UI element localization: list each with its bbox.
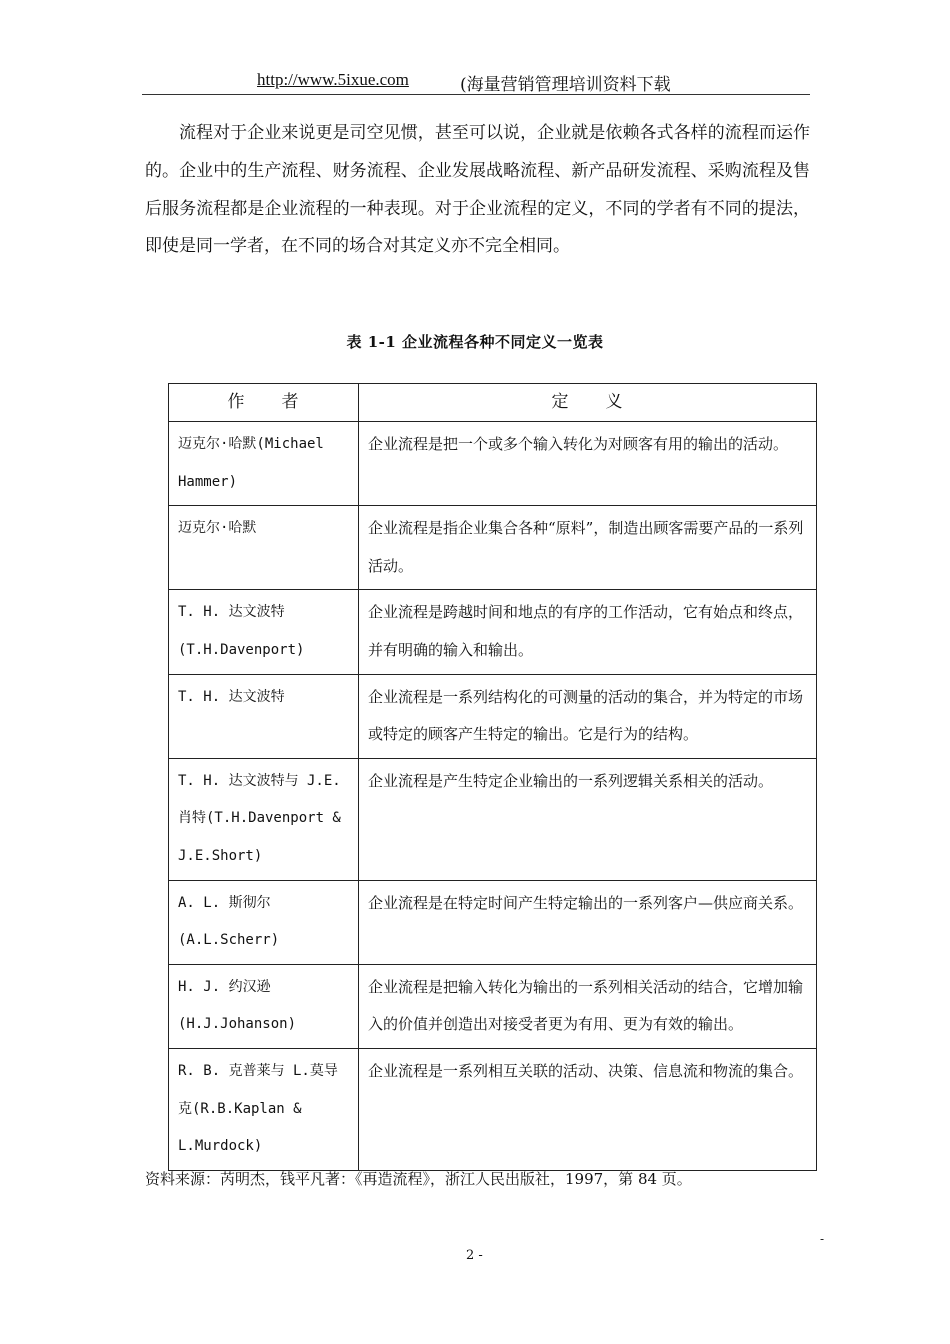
table-caption: 表 1-1 企业流程各种不同定义一览表 <box>346 333 604 351</box>
author-cell: T. H. 达文波特 (T.H.Davenport) <box>169 590 359 674</box>
definitions-table <box>168 383 817 1171</box>
table-row <box>169 674 817 758</box>
definition-cell: 企业流程是指企业集合各种“原料”，制造出顾客需要产品的一系列活动。 <box>359 506 817 590</box>
table-row <box>169 758 817 880</box>
definition-cell: 企业流程是把一个或多个输入转化为对顾客有用的输出的活动。 <box>359 422 817 506</box>
intro-paragraph: 流程对于企业来说更是司空见惯，甚至可以说，企业就是依赖各式各样的流程而运作的。企业中的生产流程、财务流程、企业发展战略流程、新产品研发流程、采购流程及售后服务流程都是企业流程的一种表现。对于企业流程的定义，不同的学者有不同的提法，即使是同一学者，在不同的场合对其定义亦不完全相同。 <box>145 123 810 257</box>
table-row <box>169 964 817 1048</box>
author-cell: A. L. 斯彻尔 (A.L.Scherr) <box>169 880 359 964</box>
definition-cell: 企业流程是一系列相互关联的活动、决策、信息流和物流的集合。 <box>359 1048 817 1170</box>
author-cell: 迈克尔·哈默(Michael Hammer) <box>169 422 359 506</box>
table-row <box>169 506 817 590</box>
table-header-row <box>169 384 817 422</box>
header-tagline: (海量营销管理培训资料下载 <box>460 75 671 95</box>
author-cell: H. J. 约汉逊 (H.J.Johanson) <box>169 964 359 1048</box>
table-row <box>169 1048 817 1170</box>
definition-cell: 企业流程是把输入转化为输出的一系列相关活动的结合，它增加输入的价值并创造出对接受者更为有用、更为有效的输出。 <box>359 964 817 1048</box>
header-url-link[interactable]: http://www.5ixue.com <box>257 70 409 89</box>
page-number: 2 - <box>466 1248 483 1263</box>
column-header-author: 作 者 <box>169 384 359 422</box>
page-header <box>142 68 810 95</box>
definition-cell: 企业流程是在特定时间产生特定输出的一系列客户—供应商关系。 <box>359 880 817 964</box>
author-cell: 迈克尔·哈默 <box>169 506 359 590</box>
table-row <box>169 880 817 964</box>
corner-mark: - <box>820 1232 825 1246</box>
definition-cell: 企业流程是产生特定企业输出的一系列逻辑关系相关的活动。 <box>359 758 817 880</box>
table-row <box>169 422 817 506</box>
author-cell: R. B. 克普莱与 L.莫导克(R.B.Kaplan & L.Murdock) <box>169 1048 359 1170</box>
definition-cell: 企业流程是一系列结构化的可测量的活动的集合，并为特定的市场或特定的顾客产生特定的输出。它是行为的结构。 <box>359 674 817 758</box>
definition-cell: 企业流程是跨越时间和地点的有序的工作活动，它有始点和终点，并有明确的输入和输出。 <box>359 590 817 674</box>
table-row <box>169 590 817 674</box>
author-cell: T. H. 达文波特与 J.E.肖特(T.H.Davenport & J.E.Short) <box>169 758 359 880</box>
author-cell: T. H. 达文波特 <box>169 674 359 758</box>
column-header-definition: 定 义 <box>359 384 817 422</box>
source-note: 资料来源：芮明杰，钱平凡著：《再造流程》，浙江人民出版社，1997，第 84 页。 <box>145 1170 692 1188</box>
